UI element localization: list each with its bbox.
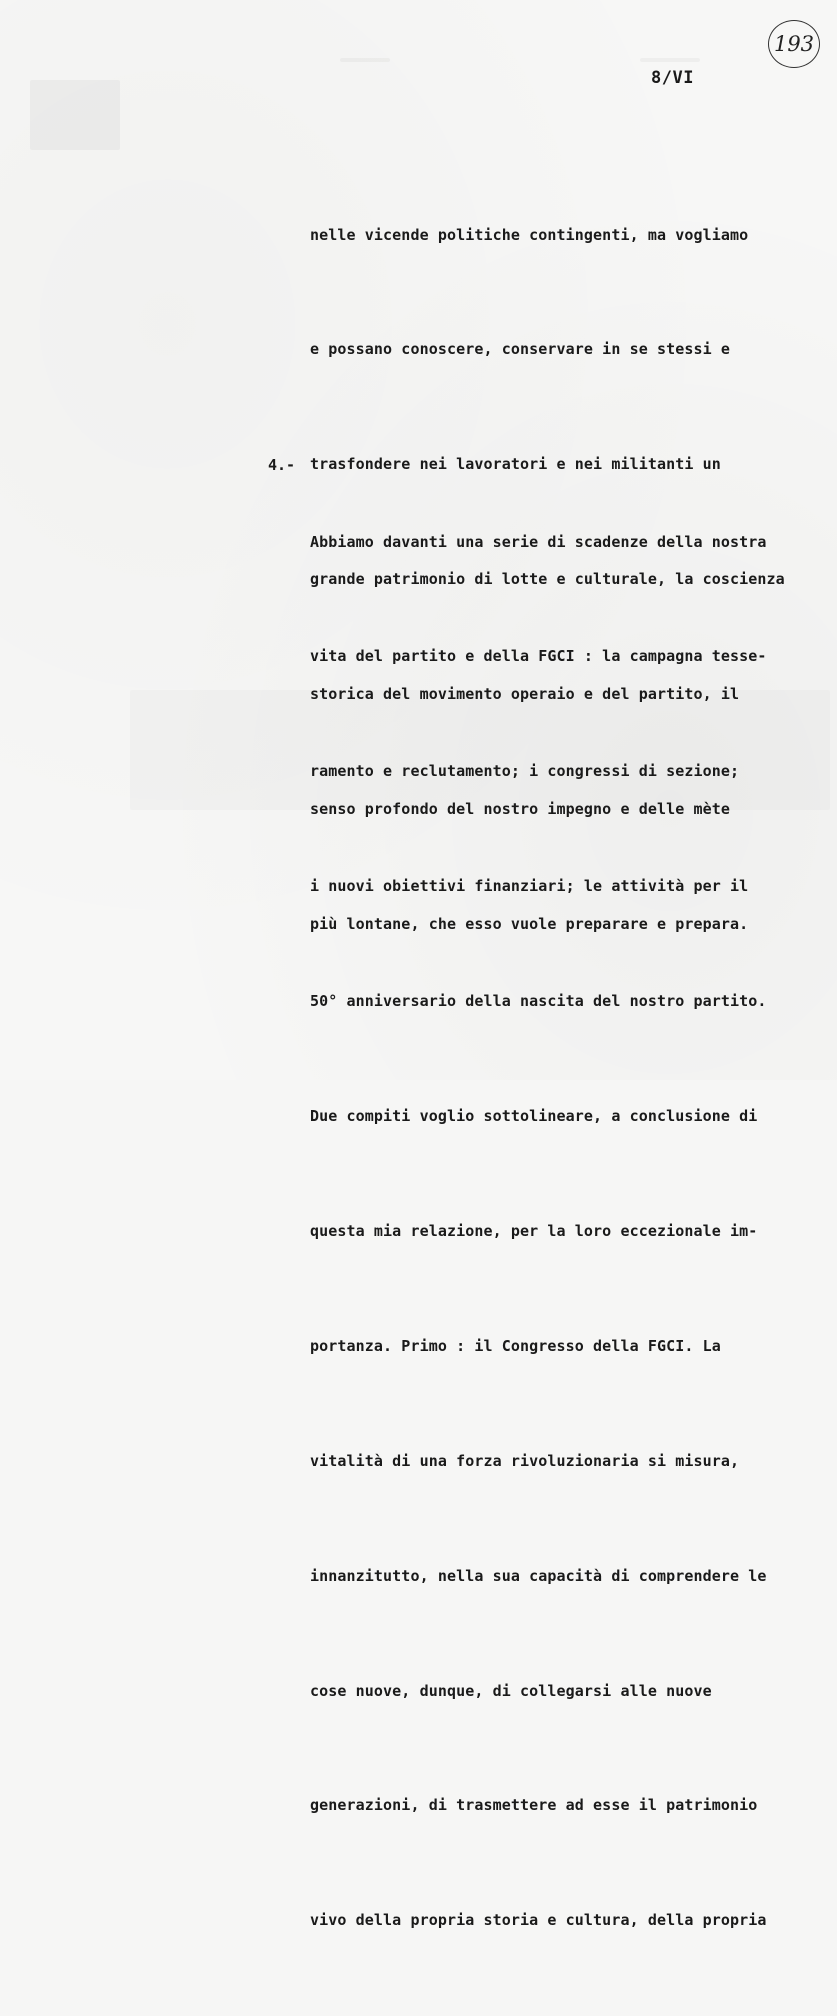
text-line: e possano conoscere, conservare in se stessi e xyxy=(310,340,731,359)
bleed-through-mark xyxy=(30,80,120,150)
text-line: 50° anniversario della nascita del nostro partito. xyxy=(310,992,767,1011)
section-number: 4.- xyxy=(268,456,296,474)
text-line: Abbiamo davanti una serie di scadenze della nostra xyxy=(310,532,767,551)
text-line: storica del movimento operaio e del partito, il xyxy=(310,685,740,704)
text-line: vivo della propria storia e cultura, della propria xyxy=(310,1911,767,1930)
text-line: cose nuove, dunque, di collegarsi alle nuove xyxy=(310,1681,712,1700)
text-line: nelle vicende politiche contingenti, ma vogliamo xyxy=(310,225,749,244)
text-line: questa mia relazione, per la loro eccezionale im- xyxy=(310,1221,758,1240)
page-number-stamp-text: 193 xyxy=(773,32,815,56)
text-line: trasfondere nei lavoratori e nei militanti un xyxy=(310,455,721,474)
text-line: innanzitutto, nella sua capacità di comprendere le xyxy=(310,1566,767,1585)
text-line: vita del partito e della FGCI : la campagna tesse- xyxy=(310,647,767,666)
text-line: grande patrimonio di lotte e culturale, la coscienza xyxy=(310,570,785,589)
text-line: generazioni, di trasmettere ad esse il patrimonio xyxy=(310,1796,758,1815)
page-reference: 8/VI xyxy=(651,68,694,88)
text-line: ramento e reclutamento; i congressi di sezione; xyxy=(310,762,740,781)
paragraph-section-4 xyxy=(310,446,767,2016)
page-number-stamp xyxy=(768,20,820,68)
bleed-through-mark xyxy=(340,58,390,62)
bleed-through-mark xyxy=(640,58,700,62)
text-line: senso profondo del nostro impegno e delle mète xyxy=(310,800,731,819)
text-line: vitalità di una forza rivoluzionaria si misura, xyxy=(310,1451,740,1470)
text-line: Due compiti voglio sottolineare, a conclusione di xyxy=(310,1107,758,1126)
text-line: i nuovi obiettivi finanziari; le attività per il xyxy=(310,877,749,896)
text-line: portanza. Primo : il Congresso della FGCI. La xyxy=(310,1336,721,1355)
text-line: più lontane, che esso vuole preparare e prepara. xyxy=(310,914,749,933)
